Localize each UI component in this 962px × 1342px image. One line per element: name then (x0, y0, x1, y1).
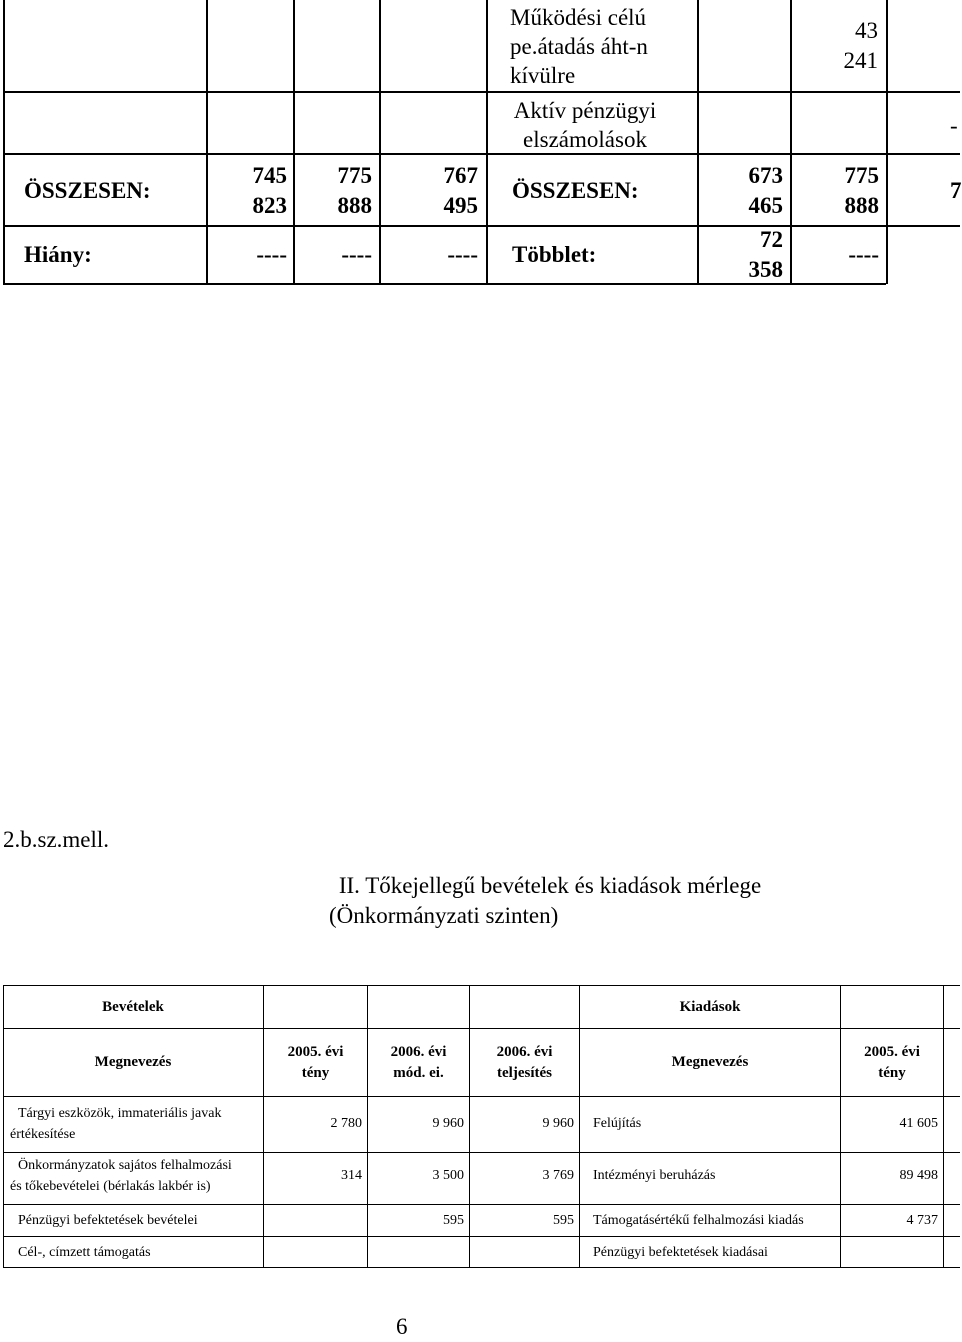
value-line: 888 (337, 193, 372, 218)
table-border (886, 0, 888, 284)
value-line: 775 (337, 163, 372, 188)
value-line: 495 (443, 193, 478, 218)
header-line: tény (301, 1065, 330, 1081)
value-cell (792, 16, 878, 76)
table-border (697, 0, 699, 284)
table-border (3, 1152, 960, 1153)
value-line: 358 (748, 257, 783, 282)
table-cell-expense: Intézményi beruházás (593, 1168, 716, 1183)
table-border (379, 0, 381, 284)
total-label: ÖSSZESEN: (24, 178, 151, 203)
value-line: 43 (855, 18, 878, 43)
deficit-value: ---- (341, 242, 372, 267)
row-name-line: Tárgyi eszközök, immateriális javak (18, 1106, 222, 1121)
table-cell: 3 500 (432, 1168, 464, 1183)
table-cell-expense: Támogatásértékű felhalmozási kiadás (593, 1213, 804, 1228)
value-line: 72 (760, 227, 783, 252)
value-line: 888 (844, 193, 879, 218)
header-line: 2006. évi (390, 1044, 447, 1060)
row-description-text: Aktív pénzügyi elszámolások (513, 98, 657, 152)
table-cell: 595 (553, 1213, 574, 1228)
table-row-name: Cél-, címzett támogatás (18, 1245, 151, 1260)
table-border (579, 985, 580, 1267)
column-header-2006-telj (470, 1042, 579, 1084)
column-header-2005-exp (841, 1042, 943, 1084)
annex-label: 2.b.sz.mell. (3, 827, 110, 852)
value-line: 775 (844, 163, 879, 188)
section-title-line: II. Tőkejellegű bevételek és kiadások mérlege (338, 873, 762, 898)
section-title (230, 871, 870, 931)
total-value (793, 161, 879, 221)
table-cell: 9 960 (432, 1116, 464, 1131)
table-cell: 9 960 (542, 1116, 574, 1131)
surplus-value: ---- (848, 242, 879, 267)
deficit-value: ---- (447, 242, 478, 267)
expenditures-header: Kiadások (679, 999, 741, 1015)
table-border (3, 985, 4, 1267)
truncated-value: 7 (950, 178, 962, 203)
header-line: mód. ei. (393, 1065, 444, 1081)
value-line: 673 (748, 163, 783, 188)
header-line: 2006. évi (496, 1044, 553, 1060)
deficit-value: ---- (256, 242, 287, 267)
table-cell: 595 (443, 1213, 464, 1228)
total-label: ÖSSZESEN: (512, 178, 639, 203)
table-cell: 314 (341, 1168, 362, 1183)
value-line: 745 (252, 163, 287, 188)
value-line: 823 (252, 193, 287, 218)
table-cell: 89 498 (899, 1168, 938, 1183)
header-line: 2005. évi (287, 1044, 344, 1060)
table-row-name (10, 1103, 260, 1145)
total-value (209, 161, 287, 221)
deficit-label: Hiány: (24, 242, 92, 267)
table-cell-expense: Felújítás (593, 1116, 642, 1131)
table-border (3, 1096, 960, 1097)
table-border (3, 1028, 960, 1029)
surplus-label: Többlet: (512, 242, 597, 267)
column-header-2005 (264, 1042, 367, 1084)
row-description (490, 3, 690, 90)
total-value (382, 161, 478, 221)
table-border (3, 1236, 960, 1237)
header-line: 2005. évi (864, 1044, 920, 1060)
table-border (3, 1204, 960, 1205)
row-description (490, 96, 690, 154)
row-name-line: és tőkebevételei (bérlakás lakbér is) (10, 1179, 211, 1194)
table-cell: 41 605 (899, 1116, 938, 1131)
table-cell: 2 780 (330, 1116, 362, 1131)
column-header-2006-mod (368, 1042, 469, 1084)
table-cell: 3 769 (542, 1168, 574, 1183)
row-description-text: Működési célú pe.átadás áht-n kívülre (510, 5, 648, 88)
table-border (3, 225, 960, 227)
table-border (3, 1267, 960, 1268)
table-border (293, 0, 295, 284)
table-border (3, 985, 960, 986)
row-name-line: értékesítése (10, 1127, 76, 1142)
table-border (3, 0, 5, 284)
total-value (296, 161, 372, 221)
value-line: 767 (443, 163, 478, 188)
value-line: 465 (748, 193, 783, 218)
table-row-name (10, 1155, 260, 1197)
surplus-value (700, 225, 783, 285)
header-line: teljesítés (497, 1065, 552, 1081)
value-line: 241 (843, 48, 878, 73)
revenues-header: Bevételek (102, 999, 164, 1015)
header-line: tény (878, 1065, 906, 1081)
table-cell: 4 737 (906, 1213, 938, 1228)
column-header-name-exp: Megnevezés (671, 1054, 749, 1070)
table-row-name: Pénzügyi befektetések bevételei (18, 1213, 198, 1228)
table-border (3, 91, 960, 93)
column-header-name: Megnevezés (94, 1054, 172, 1070)
section-title-line: (Önkormányzati szinten) (329, 903, 559, 928)
truncated-value: - (950, 113, 958, 138)
table-border (3, 153, 960, 155)
total-value (700, 161, 783, 221)
table-border (206, 0, 208, 284)
page-number: 6 (396, 1314, 408, 1339)
table-cell-expense: Pénzügyi befektetések kiadásai (593, 1245, 768, 1260)
row-name-line: Önkormányzatok sajátos felhalmozási (18, 1158, 232, 1173)
table-border (486, 0, 488, 284)
table-border (943, 985, 944, 1267)
